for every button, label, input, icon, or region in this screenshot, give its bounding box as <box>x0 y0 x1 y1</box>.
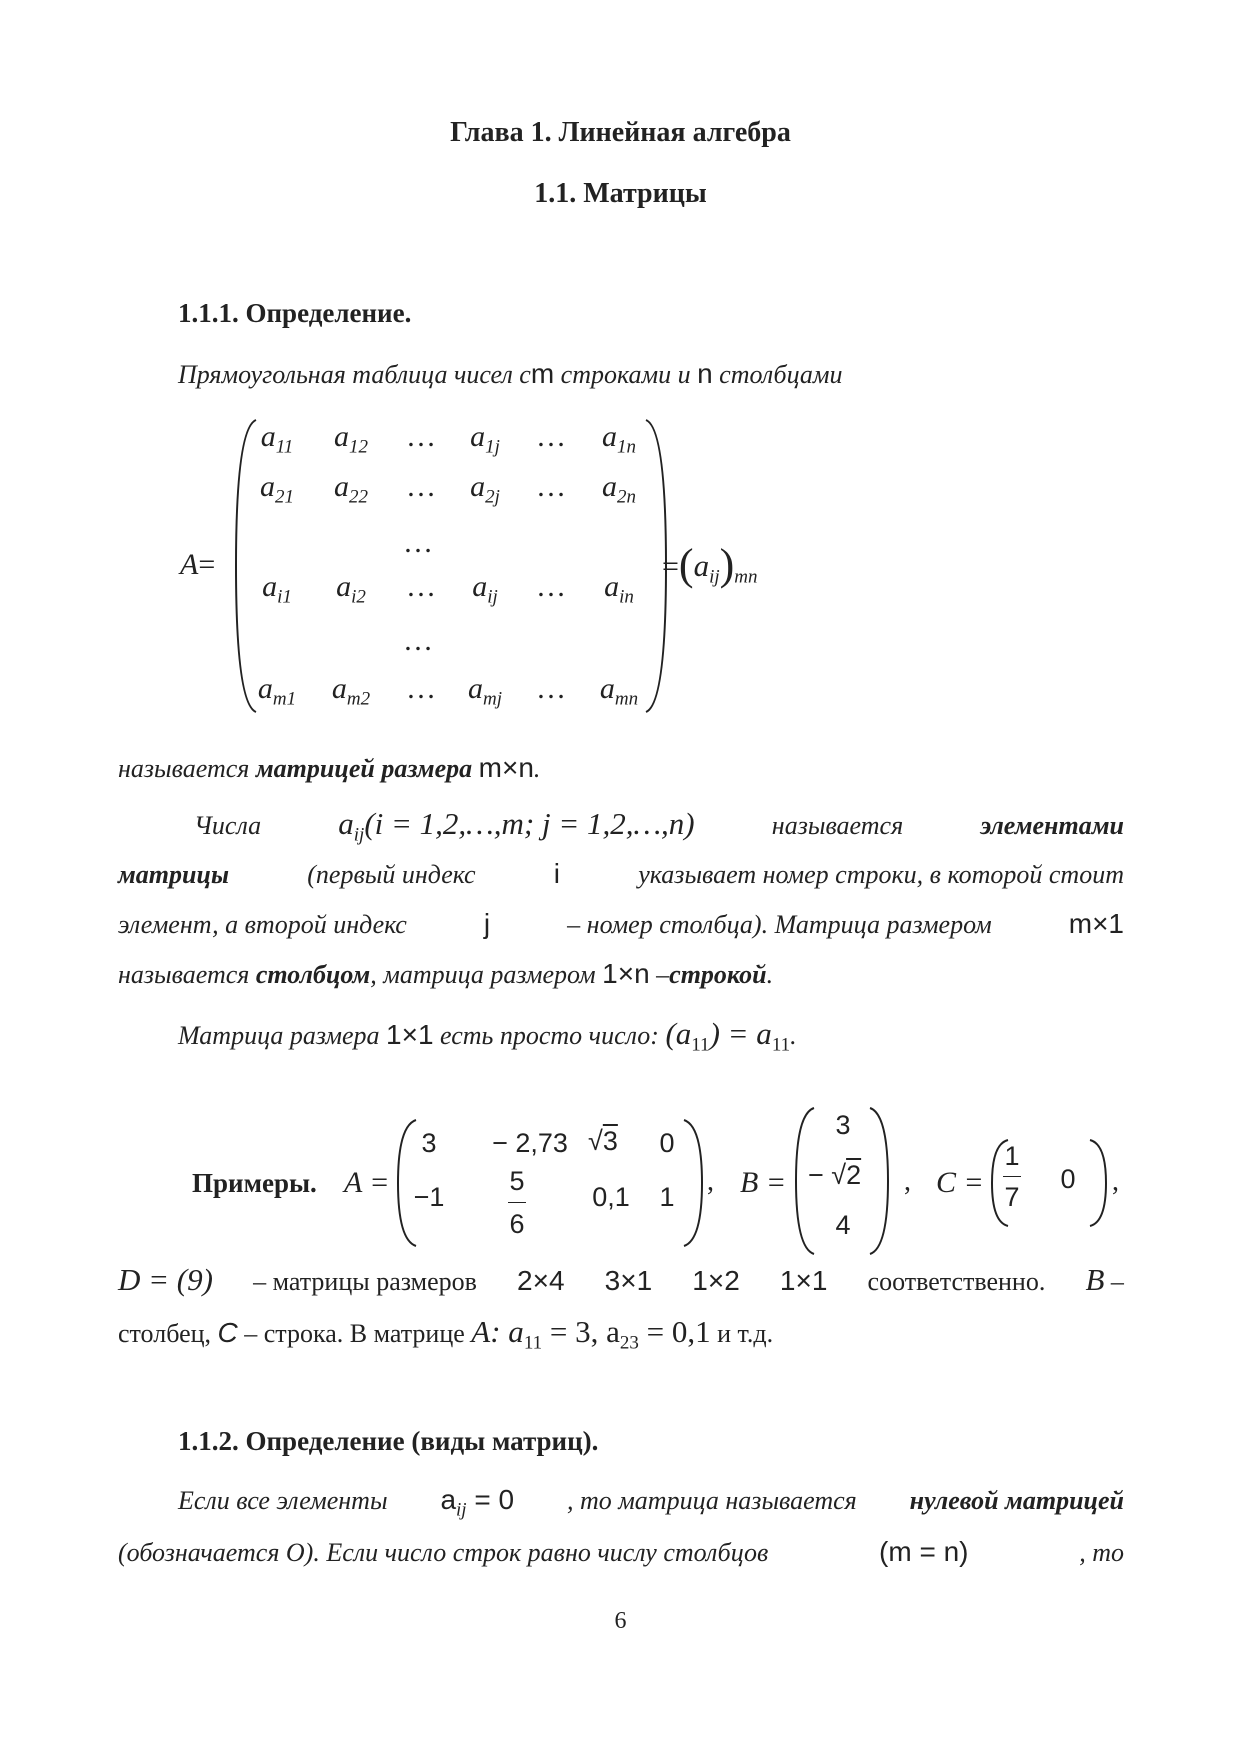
example-c-label: C = <box>936 1166 984 1199</box>
matrix-cell: $a_{1n}$ <box>602 420 636 458</box>
matrix-cell: $a_{12}$ <box>334 420 368 458</box>
numbers-elements: элементами <box>980 811 1124 840</box>
size-1x1: 1×1 <box>779 1265 828 1296</box>
matrix-cell: $a_{21}$ <box>260 470 294 508</box>
b-r2: − √2 <box>808 1160 862 1190</box>
a-r1-c2: − 2,73 <box>492 1128 568 1158</box>
matrix-cell: $a_{2j}$ <box>470 470 500 508</box>
matrix-cell: $a_{i2}$ <box>336 570 366 608</box>
matrix-cell: $a_{11}$ <box>260 420 294 458</box>
called-size: m×n <box>478 752 534 783</box>
matrix-rhs: $=(a_{ij})_{mn}$ <box>662 540 758 589</box>
line2-end: и т.д. <box>710 1319 774 1348</box>
page-number: 6 <box>614 1608 627 1634</box>
c-symbol: C <box>217 1317 238 1348</box>
intro-text-b: строками и <box>554 360 698 389</box>
def2-formula-2: (m = n) <box>879 1536 969 1567</box>
numbers-formula-text: (i = 1,2,…,m; j = 1,2,…,n) <box>364 806 695 841</box>
size-m1: m×1 <box>1068 908 1124 939</box>
sqrt2-radicand: 2 <box>846 1160 862 1190</box>
matrix-word: матрицы <box>118 860 229 889</box>
second-index-text: элемент, а второй индекс <box>118 910 407 939</box>
called-matrix-line <box>118 752 540 784</box>
def2-text-b: , то матрица называется <box>566 1486 857 1515</box>
zero-matrix: нулевой матрицей <box>909 1486 1124 1515</box>
matrix-cell: $a_{m2}$ <box>331 672 371 710</box>
a-r1-c1: 3 <box>421 1128 437 1158</box>
p3-line <box>178 1016 797 1056</box>
b-r1: 3 <box>835 1110 851 1140</box>
definition-1-heading: 1.1.1. Определение. <box>178 298 412 328</box>
matrix-cell: … <box>406 420 436 453</box>
p3-sub-2: 11 <box>771 1034 791 1056</box>
line2-formula: A: a <box>471 1314 524 1349</box>
sqrt3-radicand: 3 <box>602 1126 618 1156</box>
row-text: указывает номер строки, в которой стоит <box>638 860 1124 889</box>
def2-eq: = 0 <box>466 1484 515 1515</box>
p3-text-a: Матрица размера <box>178 1021 387 1050</box>
intro-text-a: Прямоугольная таблица чисел с <box>178 360 531 389</box>
def2-formula: $a_{ij} = 0$ <box>440 1484 515 1521</box>
matrix-cell: … <box>406 570 436 603</box>
column-text: столбец, <box>118 1319 218 1348</box>
matrix-a-name: A <box>180 548 199 581</box>
chapter-title: Глава 1. Линейная алгебра <box>450 117 791 148</box>
a-r2-c4: 1 <box>659 1182 675 1212</box>
a-r2-c1: −1 <box>413 1182 445 1212</box>
dash: – <box>649 960 670 989</box>
respectively-text: соответственно. <box>867 1267 1046 1296</box>
numbers-formula: $a_{ij}(i$ = 1,2,…,m; j = 1,2,…,n) <box>338 806 695 846</box>
column-word: столбцом <box>255 960 371 989</box>
size-2x4: 2×4 <box>517 1265 565 1296</box>
first-index-text: (первый индекс <box>307 860 476 889</box>
matrix-cell: … <box>536 470 566 503</box>
b-dash-text: – <box>1104 1267 1124 1296</box>
definition-1-intro <box>178 358 842 390</box>
p3-formula-right: ) = a <box>709 1016 772 1051</box>
matrix-cell: … <box>536 672 566 705</box>
numbers-text: Числа <box>194 811 262 840</box>
size-1n: 1×n <box>602 958 650 989</box>
p3-sub-1: 11 <box>691 1034 710 1056</box>
matrix-cell: $a_{in}$ <box>604 570 634 608</box>
c-denominator: 7 <box>1004 1182 1020 1212</box>
period: . <box>766 960 774 989</box>
matrix-cell: … <box>406 672 436 705</box>
matrix-cell: $a_{1j}$ <box>470 420 500 458</box>
fraction-numerator: 5 <box>509 1166 525 1196</box>
a-r1-c4: 0 <box>659 1128 675 1158</box>
p3-formula <box>665 1016 791 1056</box>
numbers-called: называется <box>771 811 904 840</box>
matrix-a-equals: = <box>198 548 216 581</box>
i-symbol: i <box>553 858 560 889</box>
def2-text-d: , то <box>1079 1538 1124 1567</box>
matrix-a-label <box>180 548 215 582</box>
example-a-label: A = <box>344 1166 390 1199</box>
b-dash <box>1085 1262 1123 1298</box>
example-b-label: B = <box>740 1166 787 1199</box>
sizes-text: – матрицы размеров <box>253 1267 477 1296</box>
p3-size: 1×1 <box>386 1019 434 1050</box>
matrix-cell: $a_{mn}$ <box>599 672 639 710</box>
line2-eq1: = 3, a <box>542 1314 620 1349</box>
row-word: строкой <box>669 960 767 989</box>
matrix-cell: $a_{mj}$ <box>468 672 502 710</box>
j-symbol: j <box>483 908 491 939</box>
a-r2-c3: 0,1 <box>592 1182 630 1212</box>
c-numerator: 1 <box>1004 1141 1020 1171</box>
row-text-2: – строка. В матрице <box>237 1319 472 1348</box>
matrix-cell: $a_{m1}$ <box>257 672 297 710</box>
matrix-cell: … <box>406 470 436 503</box>
p2-line-2 <box>118 858 1124 890</box>
examples-label: Примеры. <box>192 1168 317 1198</box>
rhs-element-sub: ij <box>709 566 720 588</box>
general-matrix-left-paren <box>232 418 262 714</box>
a-r2-c2-fraction <box>472 1160 562 1245</box>
b-symbol: B <box>1085 1262 1105 1297</box>
matrix-cell: $a_{2n}$ <box>602 470 636 508</box>
called-text-2: называется <box>118 960 256 989</box>
comma-3: , <box>1112 1166 1119 1197</box>
matrix-cell: $a_{i1}$ <box>262 570 292 608</box>
comma-2: , <box>904 1166 911 1197</box>
size-1x2: 1×2 <box>692 1265 740 1296</box>
m-symbol: m <box>530 358 555 389</box>
size-text: , матрица размером <box>370 960 603 989</box>
matrix-cell: … <box>536 420 566 453</box>
p2-line-3 <box>118 908 1124 940</box>
line2-eq2: = 0,1 <box>638 1314 711 1349</box>
def2-line-1 <box>118 1484 1124 1521</box>
called-text: называется <box>118 754 256 783</box>
c-zero: 0 <box>1060 1164 1076 1194</box>
comma-1: , <box>707 1166 714 1197</box>
column-number-text: – номер столбца). Матрица размером <box>567 910 992 939</box>
def2-line-2 <box>118 1536 1124 1568</box>
p3-formula-left: (a <box>665 1016 692 1051</box>
definition-2-heading: 1.1.2. Определение (виды матриц). <box>178 1426 599 1456</box>
c-fraction <box>982 1136 1042 1217</box>
b-r3: 4 <box>835 1210 851 1240</box>
a-r1-c3: √3 <box>588 1126 618 1156</box>
intro-text-c: столбцами <box>712 360 843 389</box>
called-end: . <box>533 754 541 783</box>
d-matrix: D = (9) <box>118 1262 213 1297</box>
def2-text-c: (обозначается О). Если число строк равно числу столбцов <box>118 1538 769 1567</box>
size-3x1: 3×1 <box>604 1265 653 1296</box>
matrix-cell: … <box>536 570 566 603</box>
vdots-row-3: … <box>403 526 433 559</box>
vdots-row-5: … <box>403 624 433 657</box>
called-bold: матрицей размера <box>255 754 473 783</box>
def2-a-sym: a <box>440 1484 457 1515</box>
def2-text-a: Если все элементы <box>178 1486 388 1515</box>
fraction-denominator: 6 <box>509 1209 525 1239</box>
rhs-element: a <box>693 548 710 583</box>
p3-text-b: есть просто число: <box>433 1021 666 1050</box>
examples-line-2: столбец, C – строка. В матрице A: $a_{11} = 3$, $a_{23} = 0,1$ и т.д. <box>118 1314 774 1354</box>
examples-line-1 <box>118 1262 1124 1298</box>
rhs-equals: = <box>662 550 679 583</box>
p2-line-1 <box>118 806 1124 846</box>
p3-end: . <box>790 1021 797 1050</box>
matrix-cell: $a_{ij}$ <box>472 570 498 608</box>
rhs-sub: mn <box>734 566 758 588</box>
n-symbol: n <box>697 358 713 389</box>
section-title: 1.1. Матрицы <box>534 178 707 209</box>
p2-line-4 <box>118 958 773 990</box>
matrix-cell: $a_{22}$ <box>334 470 368 508</box>
